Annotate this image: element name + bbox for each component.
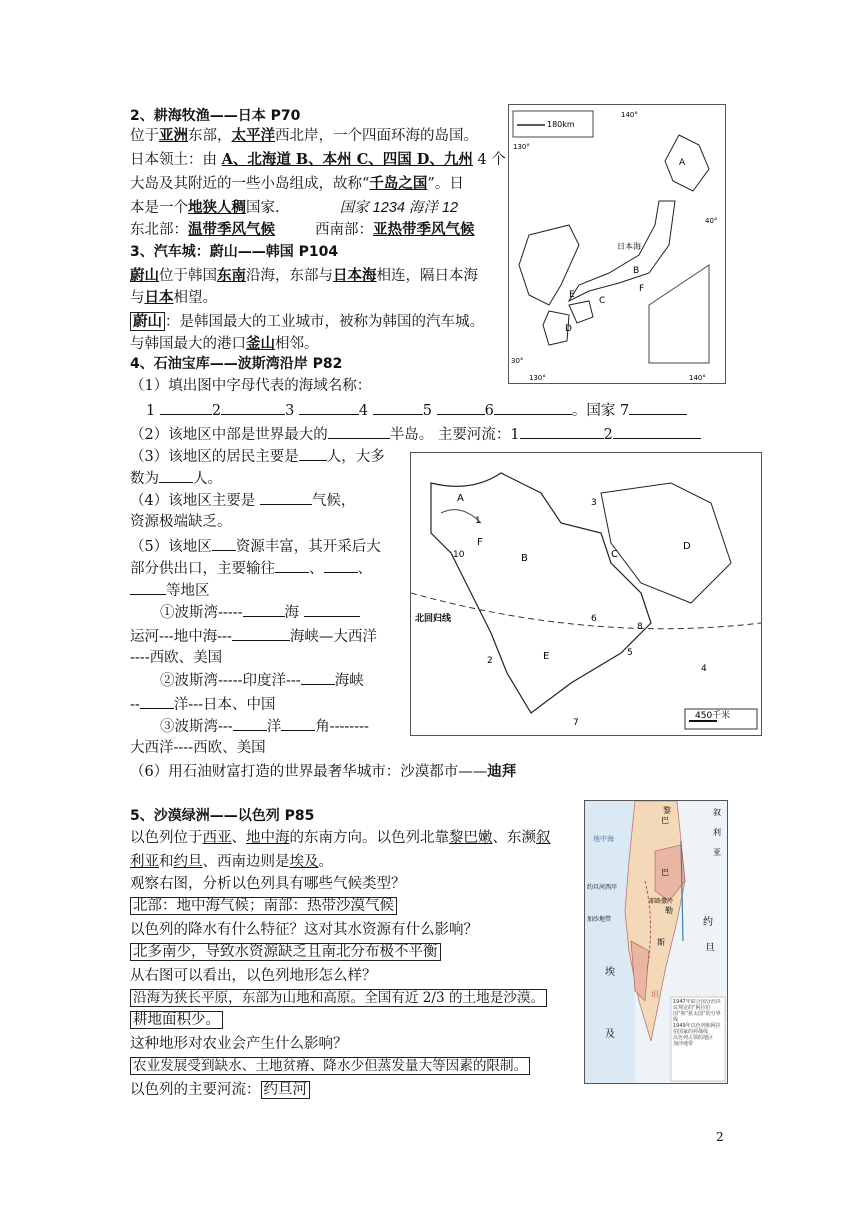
section-title-korea: 3、汽车城：蔚山——韩国 P104: [130, 244, 339, 260]
svg-text:约: 约: [703, 917, 713, 928]
japan-line-5: 东北部：温带季风气候 西南部：亚热带季风气候: [130, 221, 475, 238]
korea-line-2: 与日本相望。: [130, 289, 217, 306]
svg-text:2: 2: [487, 656, 493, 666]
svg-text:巴: 巴: [661, 868, 669, 877]
svg-text:C: C: [611, 549, 618, 560]
legend-line-1949: 1949年以色列和阿拉伯国家的停战线: [673, 1023, 721, 1035]
svg-text:10: 10: [453, 550, 465, 560]
svg-text:6: 6: [591, 614, 597, 624]
svg-text:4: 4: [701, 664, 707, 674]
legend-occupied: 以色列占领的地区: [673, 1035, 714, 1041]
gulf-route-2b: -- 洋---日本、中国: [130, 694, 276, 715]
israel-a2: 北多南少，导致水资源缺乏且南北分布极不平衡: [130, 942, 441, 962]
svg-text:勒: 勒: [665, 906, 673, 915]
svg-text:140°: 140°: [689, 374, 706, 382]
korea-line-1: 蔚山位于韩国东南沿海，东部与日本海相连，隔日本海: [130, 267, 478, 284]
svg-text:F: F: [477, 537, 483, 548]
svg-text:450千米: 450千米: [695, 711, 731, 721]
israel-a3a: 沿海为狭长平原，东部为山地和高原。全国有近 2/3 的土地是沙漠。: [130, 988, 547, 1008]
svg-text:180km: 180km: [547, 120, 575, 129]
gulf-route-1a: ①波斯湾----- 海: [160, 602, 360, 623]
gulf-route-1c: ----西欧、美国: [130, 650, 223, 666]
svg-text:约旦河西岸: 约旦河西岸: [587, 884, 618, 891]
svg-text:日本海: 日本海: [617, 242, 641, 251]
svg-text:130°: 130°: [529, 374, 546, 382]
gulf-q5b: 部分供出口，主要输往 、 、: [130, 558, 372, 579]
svg-text:130°: 130°: [513, 143, 530, 151]
legend-line-1947: 1947年联合国分治决议规定的“阿拉伯国”和“犹太国”的分界线: [673, 999, 721, 1023]
svg-text:C: C: [599, 296, 606, 306]
israel-q3: 从右图可以看出，以色列地形怎么样？: [130, 968, 377, 984]
israel-line-2: 利亚和约旦、西南边则是埃及。: [130, 854, 333, 870]
gulf-q4: （4）该地区主要是 气候，: [130, 490, 355, 511]
israel-a4: 农业发展受到缺水、土地贫瘠、降水少但蒸发量大等因素的限制。: [130, 1056, 530, 1076]
gulf-q5: （5）该地区 资源丰富，其开采后大: [130, 536, 381, 557]
svg-text:5: 5: [627, 648, 633, 658]
gulf-q3: （3）该地区的居民主要是 人，大多: [130, 446, 385, 467]
svg-text:1: 1: [475, 516, 481, 526]
gulf-route-2a: ②波斯湾-----印度洋--- 海峡: [160, 670, 364, 691]
svg-text:F: F: [639, 284, 645, 294]
svg-text:亚: 亚: [713, 848, 721, 857]
israel-line-1: 以色列位于西亚、地中海的东南方向。以色列北靠黎巴嫩、东濒叙: [130, 830, 551, 846]
svg-text:黎: 黎: [663, 806, 671, 815]
gulf-q1-blanks: 1 2 3 4 5 6 。国家 7: [146, 400, 687, 421]
japan-line-2: 日本领土：由 A、北海道 B、本州 C、四国 D、九州 4 个: [130, 151, 506, 168]
section-title-gulf: 4、石油宝库——波斯湾沿岸 P82: [130, 356, 343, 372]
gulf-q3b: 数为 人。: [130, 468, 222, 489]
svg-text:3: 3: [591, 498, 597, 508]
japan-map: [508, 104, 726, 384]
svg-text:利: 利: [713, 828, 721, 837]
israel-map: [584, 800, 728, 1084]
svg-text:8: 8: [637, 622, 643, 632]
middle-east-map: [410, 452, 762, 736]
israel-a3b: 耕地面积少。: [130, 1010, 223, 1030]
svg-text:坦: 坦: [651, 990, 659, 999]
svg-text:埃: 埃: [605, 967, 615, 978]
svg-text:加沙地带: 加沙地带: [587, 916, 612, 923]
svg-text:北回归线: 北回归线: [415, 614, 452, 624]
gulf-q5c: 等地区: [130, 580, 210, 601]
svg-text:E: E: [569, 290, 575, 300]
svg-text:D: D: [683, 541, 691, 552]
gulf-q4b: 资源极端缺乏。: [130, 514, 232, 530]
svg-text:40°: 40°: [705, 217, 718, 225]
svg-text:E: E: [543, 651, 550, 662]
japan-line-1: 位于亚洲东部，太平洋西北岸，一个四面环海的岛国。: [130, 127, 478, 144]
svg-text:地中海: 地中海: [593, 835, 614, 843]
svg-text:巴: 巴: [661, 816, 669, 825]
svg-text:A: A: [457, 493, 464, 504]
svg-text:B: B: [521, 553, 528, 564]
japan-line-4: 本是一个地狭人稠国家. 国家 1234 海洋 12: [130, 199, 459, 216]
israel-q4: 这种地形对农业会产生什么影响？: [130, 1036, 348, 1052]
section-title-israel: 5、沙漠绿洲——以色列 P85: [130, 808, 315, 824]
gulf-route-1b: 运河---地中海--- 海峡—大西洋: [130, 626, 377, 647]
svg-text:30°: 30°: [511, 357, 524, 365]
gulf-q6: （6）用石油财富打造的世界最奢华城市：沙漠都市——迪拜: [130, 763, 517, 780]
svg-text:及: 及: [605, 1029, 615, 1040]
svg-text:耶路撒冷: 耶路撒冷: [649, 898, 674, 905]
svg-text:7: 7: [573, 718, 579, 728]
israel-q5: 以色列的主要河流： 约旦河: [130, 1080, 310, 1100]
korea-line-3: 蔚山 ：是韩国最大的工业城市，被称为韩国的汽车城。: [130, 312, 484, 332]
japan-line-3: 大岛及其附近的一些小岛组成，故称“千岛之国”。日: [130, 175, 464, 192]
page-number: 2: [716, 1130, 724, 1144]
israel-q1: 观察右图，分析以色列具有哪些气候类型？: [130, 876, 406, 892]
section-title-japan: 2、耕海牧渔——日本 P70: [130, 108, 301, 124]
legend-gaza: 加沙地带: [673, 1041, 694, 1047]
gulf-q2: （2）该地区中部是世界最大的 半岛。 主要河流：1 2: [130, 424, 701, 445]
svg-text:旦: 旦: [705, 943, 715, 954]
svg-text:斯: 斯: [657, 938, 665, 947]
israel-a1: 北部：地中海气候；南部：热带沙漠气候: [130, 896, 397, 916]
israel-q2: 以色列的降水有什么特征？这对其水资源有什么影响？: [130, 922, 478, 938]
svg-text:A: A: [679, 158, 686, 168]
gulf-q1: （1）填出图中字母代表的海域名称：: [130, 378, 372, 394]
korea-line-4: 与韩国最大的港口釜山相邻。: [130, 335, 319, 352]
svg-text:140°: 140°: [621, 111, 638, 119]
gulf-route-3a: ③波斯湾--- 洋 角--------: [160, 716, 369, 737]
svg-text:B: B: [633, 266, 640, 276]
gulf-route-3b: 大西洋----西欧、美国: [130, 740, 266, 756]
svg-text:叙: 叙: [713, 808, 721, 817]
svg-text:D: D: [565, 324, 572, 334]
